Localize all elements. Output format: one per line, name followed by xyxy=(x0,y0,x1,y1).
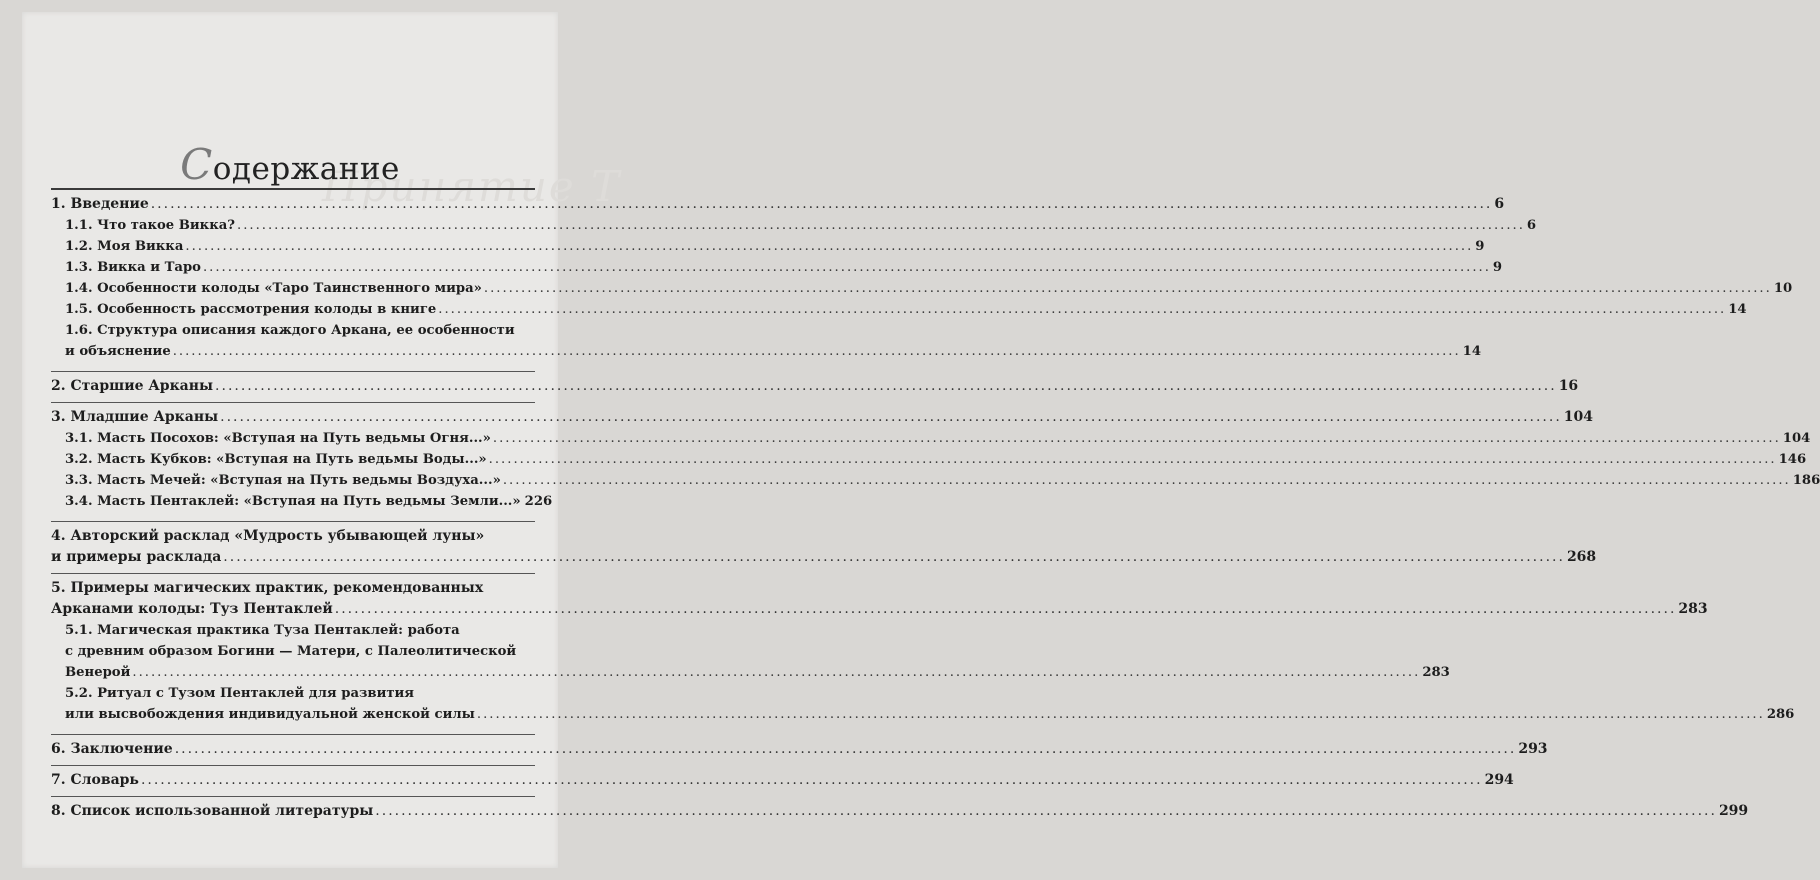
chapter-title-line: 4. Авторский расклад «Мудрость убывающей луны» xyxy=(51,528,485,544)
toc-chapter-entry[interactable] xyxy=(51,194,1505,215)
page-number: 146 xyxy=(1778,452,1807,467)
dot-leader xyxy=(477,704,1765,725)
toc-chapter-entry[interactable] xyxy=(51,547,1597,568)
toc-subsection-entry[interactable] xyxy=(65,428,1811,449)
page-number: 6 xyxy=(1494,196,1505,212)
page-number: 283 xyxy=(1422,665,1450,680)
dot-leader xyxy=(489,449,1777,470)
page-number: 294 xyxy=(1484,772,1514,788)
page-number: 10 xyxy=(1773,281,1793,296)
toc-subsections xyxy=(51,620,1795,729)
dot-leader xyxy=(175,739,1517,760)
page-title xyxy=(22,140,558,189)
entry-title: 2. Старшие Арканы xyxy=(51,378,214,394)
entry-title: 1.4. Особенности колоды «Таро Таинственного мира» xyxy=(65,281,482,296)
entry-title: 7. Словарь xyxy=(51,772,139,788)
subsection-title-line: с древним образом Богини — Матери, с Палеолитической xyxy=(65,644,517,659)
subsection-title-line: 5.1. Магическая практика Туза Пентаклей: работа xyxy=(65,623,460,638)
subsection-title-line: 1.6. Структура описания каждого Аркана, ее особенности xyxy=(65,323,515,338)
entry-title: 1.2. Моя Викка xyxy=(65,239,184,254)
page-number: 226 xyxy=(524,494,553,509)
page-number: 104 xyxy=(1782,431,1811,446)
entry-title: 3.2. Масть Кубков: «Вступая на Путь ведьмы Воды...» xyxy=(65,452,487,467)
dot-leader xyxy=(220,407,1562,428)
dot-leader xyxy=(223,547,1565,568)
dot-leader xyxy=(151,194,1493,215)
toc-chapter xyxy=(51,372,1579,402)
subsection-title-line: 5.2. Ритуал с Тузом Пентаклей для развития xyxy=(65,686,415,701)
title-dropcap: С xyxy=(180,140,213,189)
page-number: 9 xyxy=(1475,239,1485,254)
entry-title: 3.1. Масть Посохов: «Вступая на Путь ведьмы Огня...» xyxy=(65,431,491,446)
dot-leader xyxy=(335,599,1677,620)
toc-subsection-entry[interactable] xyxy=(65,278,1793,299)
entry-title: 1.1. Что такое Викка? xyxy=(65,218,235,233)
entry-title: и объяснение xyxy=(65,344,171,359)
entry-title: или высвобождения индивидуальной женской силы xyxy=(65,707,475,722)
dot-leader xyxy=(503,470,1791,491)
toc-subsection-entry[interactable] xyxy=(65,662,1450,683)
entry-title: 1.3. Викка и Таро xyxy=(65,260,201,275)
toc-chapter-entry[interactable] xyxy=(51,407,1593,428)
page-number: 14 xyxy=(1462,344,1482,359)
toc-subsection-entry[interactable] xyxy=(65,215,1537,236)
dot-leader xyxy=(173,341,1461,362)
toc-chapter-entry[interactable] xyxy=(51,599,1708,620)
page-number: 14 xyxy=(1728,302,1747,317)
page-number: 293 xyxy=(1518,741,1548,757)
page-number: 186 xyxy=(1792,473,1820,488)
toc-subsection-entry[interactable] xyxy=(65,236,1485,257)
toc-chapter xyxy=(51,522,1597,573)
entry-title: и примеры расклада xyxy=(51,549,222,565)
toc-chapter xyxy=(51,190,1793,371)
entry-title: 1.5. Особенность рассмотрения колоды в книге xyxy=(65,302,437,317)
toc-chapter xyxy=(51,797,1749,827)
dot-leader xyxy=(375,801,1717,822)
dot-leader xyxy=(493,428,1781,449)
dot-leader xyxy=(237,215,1525,236)
dot-leader xyxy=(215,376,1557,397)
watermark-text: Принятие Т xyxy=(322,162,622,211)
entry-title: 8. Список использованной литературы xyxy=(51,803,374,819)
dot-leader xyxy=(484,278,1772,299)
dot-leader xyxy=(141,770,1483,791)
toc-subsection-entry[interactable] xyxy=(65,341,1482,362)
entry-title: 6. Заключение xyxy=(51,741,173,757)
dot-leader xyxy=(185,236,1473,257)
toc-subsection-entry[interactable] xyxy=(65,704,1795,725)
toc-chapter-entry[interactable] xyxy=(51,739,1548,760)
toc-subsection-entry[interactable] xyxy=(65,449,1807,470)
table-of-contents xyxy=(51,188,1820,827)
toc-chapter xyxy=(51,403,1820,521)
toc-subsection-entry[interactable] xyxy=(65,257,1503,278)
toc-subsection-entry[interactable] xyxy=(65,299,1747,320)
page-number: 286 xyxy=(1766,707,1795,722)
title-rest: одержание xyxy=(212,151,400,187)
toc-chapter-entry[interactable] xyxy=(51,376,1579,397)
dot-leader xyxy=(132,662,1420,683)
entry-title: 3.4. Масть Пентаклей: «Вступая на Путь ведьмы Земли...» xyxy=(65,494,521,509)
toc-chapter xyxy=(51,574,1795,734)
toc-subsection-entry[interactable] xyxy=(65,491,553,512)
toc-subsection-entry[interactable] xyxy=(65,470,1820,491)
entry-title: Арканами колоды: Туз Пентаклей xyxy=(51,601,333,617)
page-number: 299 xyxy=(1718,803,1749,819)
toc-chapter xyxy=(51,766,1514,796)
toc-chapter xyxy=(51,735,1548,765)
chapter-title-line: 5. Примеры магических практик, рекомендованных xyxy=(51,580,484,596)
entry-title: 1. Введение xyxy=(51,196,149,212)
entry-title: Венерой xyxy=(65,665,131,680)
dot-leader xyxy=(203,257,1491,278)
page-number: 6 xyxy=(1526,218,1537,233)
page-number: 16 xyxy=(1558,378,1579,394)
page-number: 268 xyxy=(1566,549,1597,565)
entry-title: 3.3. Масть Мечей: «Вступая на Путь ведьмы Воздуха...» xyxy=(65,473,501,488)
page-number: 283 xyxy=(1678,601,1708,617)
page-number: 9 xyxy=(1492,260,1503,275)
toc-chapter-entry[interactable] xyxy=(51,801,1749,822)
entry-title: 3. Младшие Арканы xyxy=(51,409,219,425)
toc-chapter-entry[interactable] xyxy=(51,770,1514,791)
toc-subsections xyxy=(51,428,1820,516)
toc-subsections xyxy=(51,215,1793,366)
page-number: 104 xyxy=(1563,409,1593,425)
dot-leader xyxy=(438,299,1726,320)
